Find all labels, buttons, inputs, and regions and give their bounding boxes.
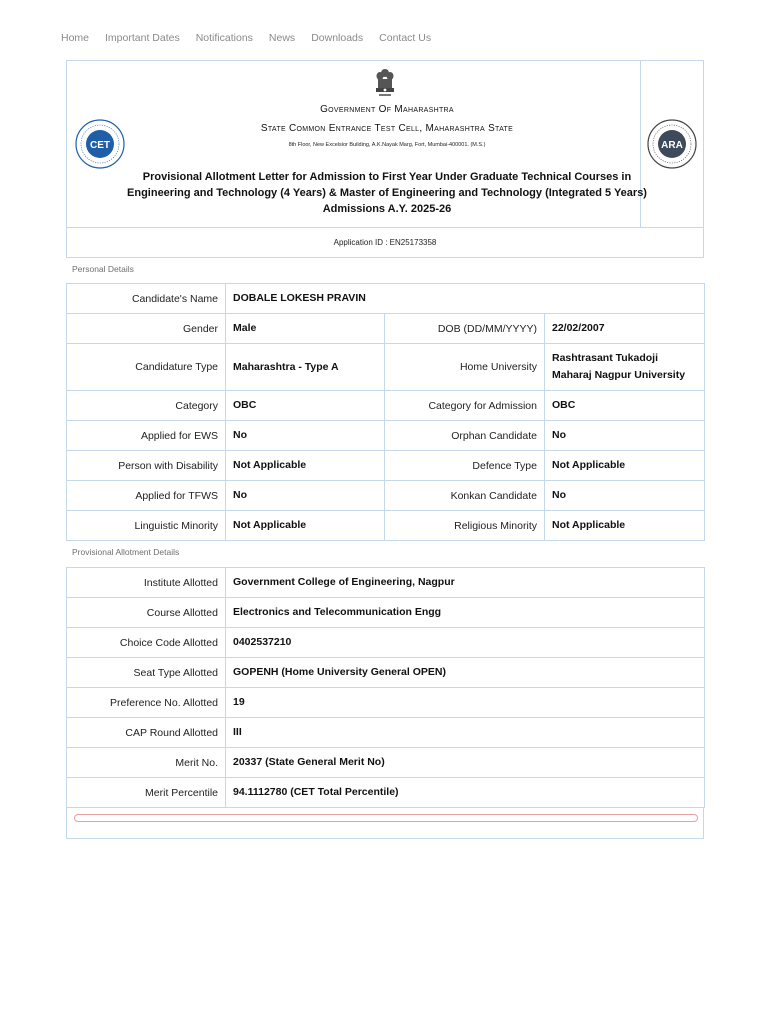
merit-percentile-label: Merit Percentile	[67, 778, 226, 808]
field-value: Not Applicable	[545, 511, 705, 541]
svg-text:ARA: ARA	[661, 140, 683, 151]
field-value: Not Applicable	[226, 511, 385, 541]
field-label: Applied for EWS	[67, 421, 226, 451]
nav-home-link[interactable]: Home	[61, 32, 90, 44]
field-value: Rashtrasant Tukadoji Maharaj Nagpur University	[545, 344, 705, 391]
field-value: Not Applicable	[545, 451, 705, 481]
ara-logo-icon	[647, 119, 697, 169]
table-row	[67, 778, 705, 808]
table-row	[67, 481, 705, 511]
nav-news-link[interactable]: News	[268, 32, 296, 44]
office-address: 8th Floor, New Excelsior Building, A.K.Nayak Marg, Fort, Mumbai-400001. (M.S.)	[288, 142, 486, 148]
table-row	[67, 421, 705, 451]
field-value: Male	[226, 314, 385, 344]
preference-no-label: Preference No. Allotted	[67, 688, 226, 718]
field-value: No	[226, 481, 385, 511]
nav-important-dates-link[interactable]: Important Dates	[105, 32, 180, 44]
seat-type-value: GOPENH (Home University General OPEN)	[226, 658, 705, 688]
table-row	[67, 598, 705, 628]
table-row	[67, 511, 705, 541]
application-id: Application ID : EN25173358	[67, 227, 703, 257]
personal-details-table	[66, 283, 705, 541]
merit-no-value: 20337 (State General Merit No)	[226, 748, 705, 778]
notice-bar	[74, 814, 698, 822]
field-label: Candidature Type	[67, 344, 226, 391]
svg-text:CET: CET	[90, 140, 110, 151]
nav-downloads-link[interactable]: Downloads	[311, 32, 364, 44]
field-label: Religious Minority	[385, 511, 545, 541]
cap-round-value: III	[226, 718, 705, 748]
field-value: 22/02/2007	[545, 314, 705, 344]
nav-contact-us-link[interactable]: Contact Us	[379, 32, 432, 44]
field-value: No	[226, 421, 385, 451]
field-label: Linguistic Minority	[67, 511, 226, 541]
choice-code-label: Choice Code Allotted	[67, 628, 226, 658]
field-label: DOB (DD/MM/YYYY)	[385, 314, 545, 344]
field-value: OBC	[226, 391, 385, 421]
table-row	[67, 284, 705, 314]
table-row	[67, 688, 705, 718]
field-value: Maharashtra - Type A	[226, 344, 385, 391]
course-allotted-value: Electronics and Telecommunication Engg	[226, 598, 705, 628]
field-label: Home University	[385, 344, 545, 391]
field-label: Orphan Candidate	[385, 421, 545, 451]
field-value: Not Applicable	[226, 451, 385, 481]
cet-cell-title: State Common Entrance Test Cell, Maharashtra State	[260, 123, 514, 134]
table-row	[67, 718, 705, 748]
field-label: Konkan Candidate	[385, 481, 545, 511]
notice-row	[66, 808, 704, 839]
preference-no-value: 19	[226, 688, 705, 718]
field-label: Person with Disability	[67, 451, 226, 481]
personal-details-heading: Personal Details	[72, 264, 134, 274]
field-label: Category	[67, 391, 226, 421]
nav-notifications-link[interactable]: Notifications	[195, 32, 253, 44]
table-row	[67, 314, 705, 344]
field-label: Defence Type	[385, 451, 545, 481]
header-main-panel	[67, 61, 647, 227]
cap-round-label: CAP Round Allotted	[67, 718, 226, 748]
field-value: No	[545, 481, 705, 511]
table-row	[67, 568, 705, 598]
table-row	[67, 748, 705, 778]
government-title: Government Of Maharashtra	[320, 104, 454, 115]
field-label: Category for Admission	[385, 391, 545, 421]
allotment-details-heading: Provisional Allotment Details	[72, 547, 180, 557]
table-row	[67, 451, 705, 481]
institute-allotted-value: Government College of Engineering, Nagpur	[226, 568, 705, 598]
table-row	[67, 628, 705, 658]
field-value: No	[545, 421, 705, 451]
field-label: Gender	[67, 314, 226, 344]
table-row	[67, 658, 705, 688]
candidate-name-label: Candidate's Name	[67, 284, 226, 314]
course-allotted-label: Course Allotted	[67, 598, 226, 628]
allotment-details-table	[66, 567, 705, 808]
letter-title: Provisional Allotment Letter for Admission to First Year Under Graduate Technical Courses in Engineering and Technology (4 Years) & Master of Engineering and Technology (Integrated 5 Years) Admissions A.Y. 2025-26	[127, 171, 647, 215]
field-value: OBC	[545, 391, 705, 421]
letter-header	[66, 60, 704, 258]
merit-percentile-value: 94.1112780 (CET Total Percentile)	[226, 778, 705, 808]
institute-allotted-label: Institute Allotted	[67, 568, 226, 598]
national-emblem-icon	[373, 67, 397, 99]
table-row	[67, 391, 705, 421]
field-label: Applied for TFWS	[67, 481, 226, 511]
table-row	[67, 344, 705, 391]
merit-no-label: Merit No.	[67, 748, 226, 778]
seat-type-label: Seat Type Allotted	[67, 658, 226, 688]
choice-code-value: 0402537210	[226, 628, 705, 658]
top-nav	[61, 30, 447, 46]
candidate-name-value: DOBALE LOKESH PRAVIN	[226, 284, 705, 314]
